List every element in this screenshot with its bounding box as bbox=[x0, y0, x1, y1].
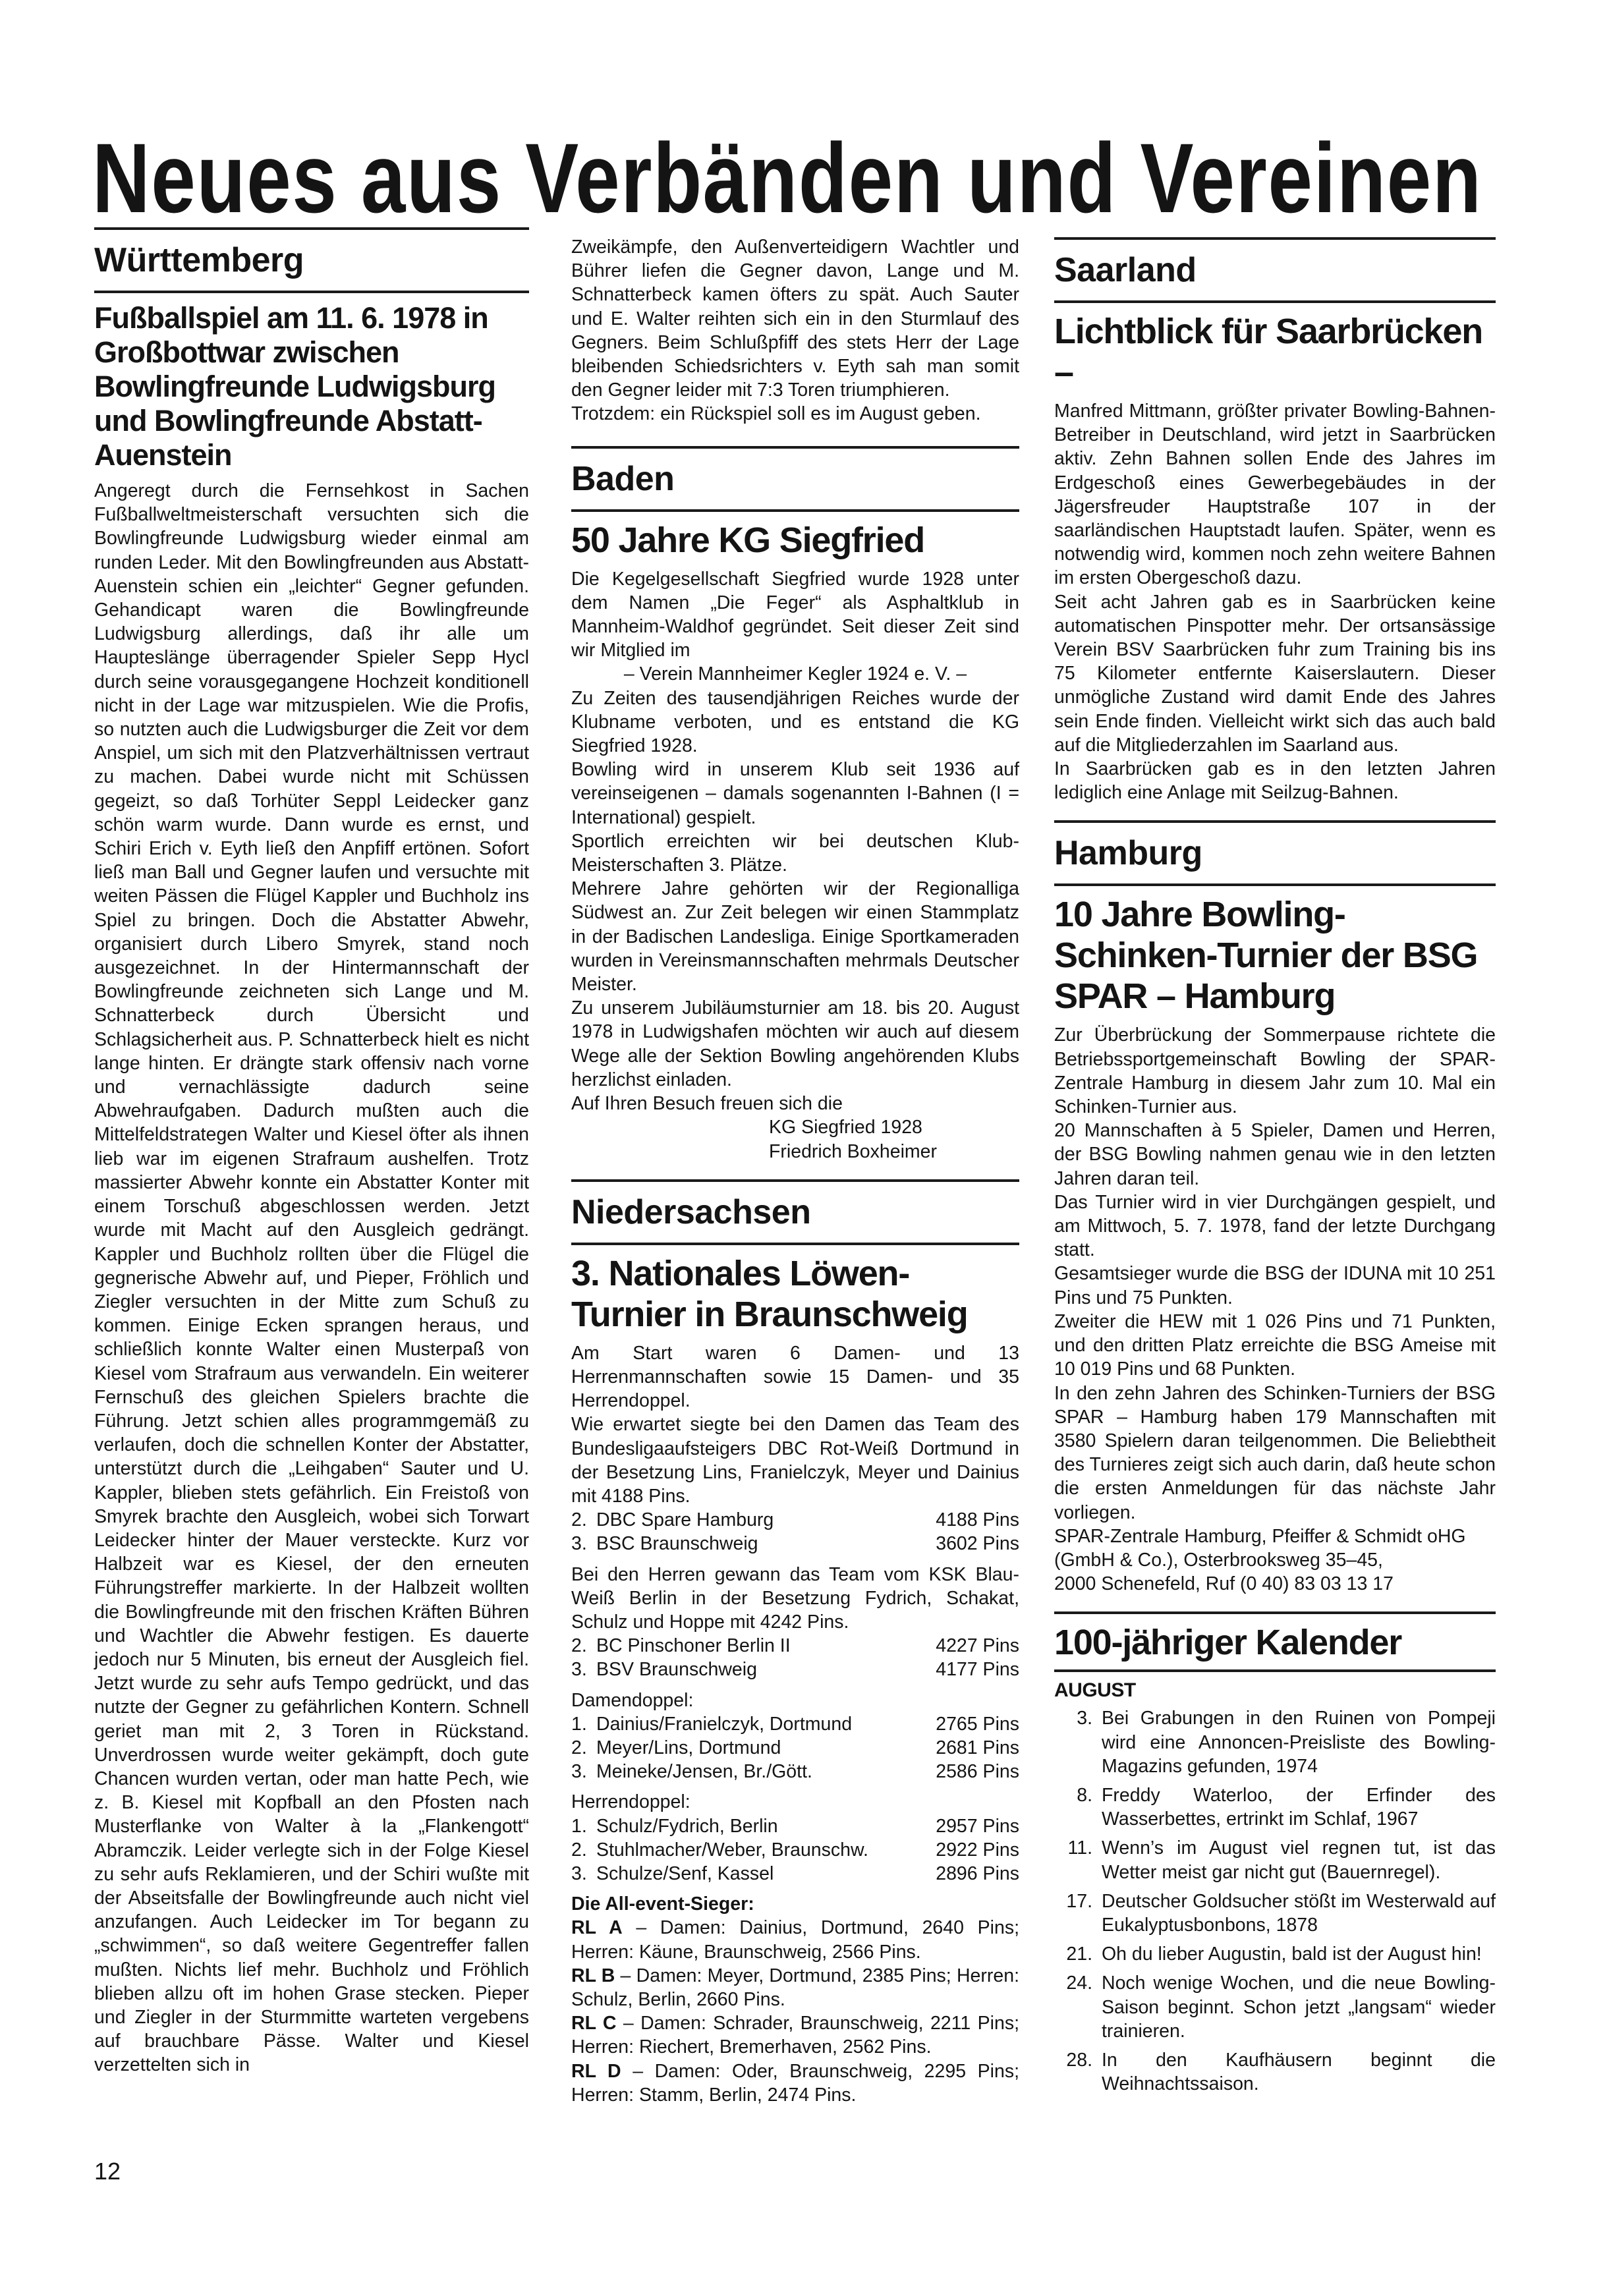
results-herren-teams bbox=[571, 1634, 1019, 1681]
result-row bbox=[571, 1634, 1019, 1658]
address-line: 2000 Schenefeld, Ruf (0 40) 83 03 13 17 bbox=[1054, 1573, 1394, 1595]
calendar-entry bbox=[1054, 1706, 1496, 1778]
result-row bbox=[571, 1532, 1019, 1555]
result-name: BSV Braunschweig bbox=[596, 1659, 757, 1681]
paragraph: Trotzdem: ein Rückspiel soll es im August geben. bbox=[571, 403, 981, 425]
result-name: BC Pinschoner Berlin II bbox=[596, 1635, 791, 1657]
result-rank: 2. bbox=[571, 1839, 587, 1861]
column-1 bbox=[94, 227, 529, 2077]
result-row bbox=[571, 1712, 1019, 1736]
result-pins: 2896 Pins bbox=[936, 1862, 1019, 1884]
result-rank: 2. bbox=[571, 1635, 587, 1657]
allevent-league: RL B bbox=[571, 1965, 615, 1986]
calendar-day: 28. bbox=[1066, 2049, 1092, 2071]
result-name: Meyer/Lins, Dortmund bbox=[596, 1737, 781, 1758]
result-pins: 2681 Pins bbox=[936, 1737, 1019, 1758]
result-rank: 3. bbox=[571, 1659, 587, 1681]
article-body-kg-siegfried bbox=[571, 567, 1019, 1163]
calendar-day: 3. bbox=[1077, 1708, 1092, 1729]
paragraph: Zu Zeiten des tausendjährigen Reiches wurde der Klubname verboten, und es entstand die KG Siegfried 1928. bbox=[571, 687, 1019, 757]
calendar-text: Oh du lieber Augustin, bald ist der August hin! bbox=[1102, 1944, 1482, 1965]
column-3 bbox=[1054, 237, 1496, 2101]
region-heading-wuerttemberg: Württemberg bbox=[94, 241, 304, 279]
calendar-text: Deutscher Goldsucher stößt im Westerwald auf Eukalyptusbonbons, 1878 bbox=[1102, 1890, 1496, 1936]
result-rank: 3. bbox=[571, 1533, 587, 1555]
result-name: Meineke/Jensen, Br./Gött. bbox=[596, 1761, 812, 1783]
column-2 bbox=[571, 227, 1019, 2107]
paragraph: Manfred Mittmann, größter privater Bowling-Bahnen-Betreiber in Deutschland, wird jetzt in Saarbrücken aktiv. Zehn Bahnen sollen Ende des Jahres im Erdgeschoß eines Gewerbegebäudes in der Jägersfreuder Hauptstraße 107 in der saarländischen Hauptstadt laufen. Später, wenn es notwendig wird, kommen noch zehn weitere Bahnen im ersten Obergeschoß dazu. bbox=[1054, 401, 1496, 589]
result-row bbox=[571, 1760, 1019, 1783]
article-headline-kalender: 100-jähriger Kalender bbox=[1054, 1623, 1402, 1663]
result-pins: 4177 Pins bbox=[936, 1659, 1019, 1681]
paragraph: In den zehn Jahren des Schinken-Turniers der BSG SPAR – Hamburg haben 179 Mannschaften mit 3580 Spielern daran teilgenommen. Die Beliebtheit des Turnieres zeigt sich auch darin, daß heute schon die ersten Anmeldungen für das nächste Jahr vorliegen. bbox=[1054, 1382, 1496, 1523]
allevent-entry bbox=[571, 1916, 1019, 1963]
page-number: 12 bbox=[94, 2158, 121, 2185]
paragraph: Angeregt durch die Fernsehkost in Sachen Fußballweltmeisterschaft versuchten sich die Bowlingfreunde Ludwigsburg wieder einmal am runden Leder. Mit den Bowlingfreunden aus Abstatt-Auenstein schien ein „leichter“ Gegner gefunden. Gehandicapt waren die Bowlingfreunde Ludwigsburg allerdings, daß ihr alle um Haupteslänge überragender Spieler Sepp Hycl durch seine vorausgegangene Hochzeit konditionell nicht in der Lage war mitzuspielen. Wie die Profis, so nutzten auch die Ludwigsburger die Zeit vor dem Anspiel, um sich mit den Platzverhältnissen vertraut zu machen. Dabei wurde nicht mit Schüssen gegeizt, so daß Torhüter Seppl Leidecker ganz schön warm wurde. Dann wurde es ernst, und Schiri Erich v. Eyth ließ den Anpfiff ertönen. Sofort ließ man Ball und Gegner laufen und versuchte mit weiten Pässen die Flügel Kappler und Buchholz ins Spiel zu bringen. Doch die Abstatter Abwehr, organisiert durch Libero Smyrek, stand noch ausgezeichnet. In der Hintermannschaft der Bowlingfreunde zeichneten sich Lange und M. Schnatterbeck durch Übersicht und Schlagsicherheit aus. P. Schnatterbeck hielt es nicht lange hinten. Er drängte stark offensiv nach vorne und vernachlässigte dadurch seine Abwehraufgaben. Dadurch mußten auch die Mittelfeldstrategen Walter und Kiesel öfter als ihnen lieb war im eigenen Strafraum aushelfen. Trotz massierter Abwehr konnte ein Abstatter Konter mit einem Torschuß abgeschlossen werden. Jetzt wurde mit Macht auf den Ausgleich gedrängt. Kappler und Buchholz rollten über die Flügel die gegnerische Abwehr auf, und Pieper, Fröhlich und Ziegler versuchten in der Mitte zum Schuß zu kommen. Einige Ecken sprangen heraus, und schließlich konnte Walter einen Musterpaß von Kiesel vom Strafraum aus verwandeln. Ein weiterer Fernschuß des gleichen Spielers brachte die Führung. Jetzt schien alles programmgemäß zu verlaufen, doch die schnellen Konter der Abstatter, unterstützt durch die „Leihgaben“ Sauter und U. Kappler, blieben stets gefährlich. Ein Freistoß von Smyrek brachte den Ausgleich, wobei sich Torwart Leidecker hinter der Mauer versteckte. Kurz vor Halbzeit war es Kiesel, der den erneuten Führungstreffer markierte. In der Halbzeit wollten die Bowlingfreunde mit den frischen Kräften Bühren und Wachtler die Abwehr festigen. Es dauerte jedoch nur 5 Minuten, bis erneut der Ausgleich fiel. Jetzt wurde zu sehr aufs Tempo gedrückt, und das nutzte der Gegner zu gefährlichen Kontern. Schnell geriet man mit 2, 3 Toren in Rückstand. Unverdrossen wurde weiter gekämpft, doch gute Chancen wurden vertan, oder man hatte Pech, wie z. B. Kiesel mit Kopfball an den Pfosten nach Musterflanke von Walter à la „Flankengott“ Abramczik. Leider verlegte sich in der Folge Kiesel zu sehr aufs Reklamieren, und der Schiri wußte mit der Abseitsfalle der Bowlingfreunde auch nicht viel anzufangen. Auch Leidecker im Tor begann zu „schwimmen“, so daß weitere Gegentreffer fallen mußten. Nichts lief mehr. Buchholz und Fröhlich blieben allzu oft im hohen Grase stecken. Pieper und Ziegler in der Sturmmitte warteten vergebens auf brauchbare Pässe. Walter und Kiesel verzettelten sich in bbox=[94, 480, 529, 2076]
paragraph: Mehrere Jahre gehörten wir der Regionalliga Südwest an. Zur Zeit belegen wir einen Stammplatz in der Badischen Landesliga. Einige Sportkameraden wurden in Vereinsmannschaften mehrmals Deutscher Meister. bbox=[571, 878, 1019, 995]
allevent-text: – Damen: Oder, Braunschweig, 2295 Pins; Herren: Stamm, Berlin, 2474 Pins. bbox=[571, 2060, 1020, 2106]
result-rank: 1. bbox=[571, 1815, 587, 1837]
results-label-damendoppel: Damendoppel: bbox=[571, 1689, 694, 1711]
article-body-saarbruecken bbox=[1054, 399, 1496, 804]
paragraph: 20 Mannschaften à 5 Spieler, Damen und Herren, der BSG Bowling nahmen genau wie in den letzten Jahren daran teil. bbox=[1054, 1120, 1496, 1189]
calendar-text: Bei Grabungen in den Ruinen von Pompeji wird eine Annoncen-Preisliste des Bowling-Magazins gefunden, 1974 bbox=[1102, 1708, 1496, 1777]
result-rank: 3. bbox=[571, 1761, 587, 1783]
signature-club: KG Siegfried 1928 bbox=[769, 1117, 922, 1138]
result-row bbox=[571, 1814, 1019, 1838]
calendar-day: 24. bbox=[1066, 1973, 1092, 1994]
paragraph: In Saarbrücken gab es in den letzten Jahren lediglich eine Anlage mit Seilzug-Bahnen. bbox=[1054, 758, 1496, 804]
result-name: Dainius/Franielczyk, Dortmund bbox=[596, 1713, 853, 1735]
result-name: BSC Braunschweig bbox=[596, 1533, 758, 1555]
calendar-entry bbox=[1054, 1890, 1496, 1937]
results-label-allevent: Die All-event-Sieger: bbox=[571, 1893, 754, 1915]
result-rank: 1. bbox=[571, 1713, 587, 1735]
calendar-day: 8. bbox=[1077, 1784, 1092, 1806]
result-rank: 3. bbox=[571, 1862, 587, 1884]
result-pins: 2765 Pins bbox=[936, 1713, 1019, 1735]
paragraph: Auf Ihren Besuch freuen sich die bbox=[571, 1093, 843, 1115]
article-body-schinken-turnier bbox=[1054, 1023, 1496, 1596]
calendar-entry bbox=[1054, 1942, 1496, 1966]
calendar-day: 17. bbox=[1066, 1890, 1092, 1912]
paragraph: Zweikämpfe, den Außenverteidigern Wachtler und Bührer liefen die Gegner davon, Lange und M. Schnatterbeck kamen öfters zu spät. Auch Sauter und E. Walter reihten sich ein in den Sturmlauf des Gegners. Beim Schlußpfiff des stets Herr der Lage bleibenden Schiedsrichters v. Eyth sah man somit den Gegner leider mit 7:3 Toren triumphieren. bbox=[571, 237, 1019, 401]
result-pins: 2922 Pins bbox=[936, 1839, 1019, 1861]
allevent-league: RL C bbox=[571, 2013, 617, 2034]
divider bbox=[571, 509, 1019, 512]
article-headline-kg-siegfried: 50 Jahre KG Siegfried bbox=[571, 520, 925, 560]
page-title: Neues aus Verbänden und Vereinen bbox=[92, 123, 1482, 233]
article-headline-loewen-turnier: 3. Nationales Löwen-Turnier in Braunschweig bbox=[571, 1253, 968, 1334]
paragraph: Zur Überbrückung der Sommerpause richtete die Betriebssportgemeinschaft Bowling der SPAR-Zentrale Hamburg in diesem Jahr zum 10. Mal ein Schinken-Turnier aus. bbox=[1054, 1024, 1496, 1118]
signature-author: Friedrich Boxheimer bbox=[769, 1140, 937, 1162]
result-name: Schulze/Senf, Kassel bbox=[596, 1862, 774, 1884]
paragraph: Die Kegelgesellschaft Siegfried wurde 1928 unter dem Namen „Die Feger“ als Asphaltklub in Mannheim-Waldhof gegründet. Seit dieser Zeit sind wir Mitglied im bbox=[571, 568, 1019, 661]
divider bbox=[1054, 820, 1496, 823]
paragraph: Das Turnier wird in vier Durchgängen gespielt, und am Mittwoch, 5. 7. 1978, fand der letzte Durchgang statt. bbox=[1054, 1191, 1496, 1261]
result-pins: 4188 Pins bbox=[936, 1509, 1019, 1531]
result-row bbox=[571, 1658, 1019, 1681]
region-heading-hamburg: Hamburg bbox=[1054, 834, 1202, 873]
result-name: Schulz/Fydrich, Berlin bbox=[596, 1815, 778, 1837]
paragraph: Zu unserem Jubiläumsturnier am 18. bis 20. August 1978 in Ludwigshafen möchten wir auch auf diesem Wege alle der Sektion Bowling angehörenden Klubs herzlichst einladen. bbox=[571, 997, 1019, 1090]
article-headline-saarbruecken: Lichtblick für Saarbrücken – bbox=[1054, 312, 1482, 392]
result-row bbox=[571, 1838, 1019, 1862]
paragraph: Sportlich erreichten wir bei deutschen Klub-Meisterschaften 3. Plätze. bbox=[571, 830, 1019, 876]
paragraph: Bowling wird in unserem Klub seit 1936 auf vereinseigenen – damals sogenannten I-Bahnen (I = International) gespielt. bbox=[571, 759, 1019, 828]
calendar-month: AUGUST bbox=[1054, 1679, 1136, 1702]
paragraph: – Verein Mannheimer Kegler 1924 e. V. – bbox=[623, 663, 967, 685]
allevent-entry bbox=[571, 2011, 1019, 2059]
result-pins: 2957 Pins bbox=[936, 1815, 1019, 1837]
divider bbox=[94, 291, 529, 293]
article-headline-schinken-turnier: 10 Jahre Bowling-Schinken-Turnier der BSG SPAR – Hamburg bbox=[1054, 895, 1478, 1017]
article-body-loewen-turnier bbox=[571, 1341, 1019, 2107]
article-body-fussballspiel bbox=[94, 479, 529, 2077]
calendar-day: 21. bbox=[1066, 1944, 1092, 1965]
allevent-text: – Damen: Dainius, Dortmund, 2640 Pins; Herren: Käune, Braunschweig, 2566 Pins. bbox=[571, 1917, 1019, 1963]
address-line: SPAR-Zentrale Hamburg, Pfeiffer & Schmidt oHG bbox=[1054, 1525, 1466, 1547]
region-heading-baden: Baden bbox=[571, 459, 675, 498]
divider bbox=[571, 1179, 1019, 1182]
paragraph: Zweiter die HEW mit 1 026 Pins und 71 Punkten, und den dritten Platz erreichte die BSG Ameise mit 10 019 Pins und 68 Punkten. bbox=[1054, 1310, 1496, 1380]
paragraph: Seit acht Jahren gab es in Saarbrücken keine automatischen Pinspotter mehr. Der ortsansässige Verein BSV Saarbrücken fuhr zum Training bis ins 75 Kilometer entfernte Kaiserslautern. Dieser unmögliche Zustand wird damit Ende des Jahres sein Ende finden. Vielleicht wirkt sich das auch bald auf die Mitgliederzahlen im Saarland aus. bbox=[1054, 591, 1496, 756]
calendar-list bbox=[1054, 1706, 1496, 2096]
allevent-text: – Damen: Meyer, Dortmund, 2385 Pins; Herren: Schulz, Berlin, 2660 Pins. bbox=[571, 1965, 1019, 2010]
region-heading-niedersachsen: Niedersachsen bbox=[571, 1192, 811, 1231]
paragraph: Wie erwartet siegte bei den Damen das Team des Bundesligaaufsteigers DBC Rot-Weiß Dortmund in der Besetzung Lins, Franielczyk, Meyer und Dainius mit 4188 Pins. bbox=[571, 1414, 1019, 1507]
result-name: Stuhlmacher/Weber, Braunschw. bbox=[596, 1839, 868, 1861]
results-label-herrendoppel: Herrendoppel: bbox=[571, 1791, 691, 1813]
calendar-text: Wenn’s im August viel regnen tut, ist das Wetter meist gar nicht gut (Bauernregel). bbox=[1102, 1837, 1496, 1883]
calendar-entry bbox=[1054, 1783, 1496, 1831]
calendar-text: Noch wenige Wochen, und die neue Bowling-Saison beginnt. Schon jetzt „langsam“ wieder trainieren. bbox=[1102, 1973, 1496, 2042]
result-row bbox=[571, 1862, 1019, 1886]
allevent-league: RL D bbox=[571, 2060, 621, 2082]
result-rank: 2. bbox=[571, 1737, 587, 1758]
allevent-entry bbox=[571, 2059, 1019, 2107]
result-row bbox=[571, 1736, 1019, 1760]
paragraph: Am Start waren 6 Damen- und 13 Herrenmannschaften sowie 15 Damen- und 35 Herrendoppel. bbox=[571, 1342, 1019, 1412]
paragraph: Bei den Herren gewann das Team vom KSK Blau-Weiß Berlin in der Besetzung Fydrich, Schakat, Schulz und Hoppe mit 4242 Pins. bbox=[571, 1563, 1019, 1633]
address-line: (GmbH & Co.), Osterbrooksweg 35–45, bbox=[1054, 1549, 1383, 1571]
results-damendoppel bbox=[571, 1712, 1019, 1784]
divider bbox=[571, 1243, 1019, 1245]
divider bbox=[94, 227, 529, 230]
paragraph: Gesamtsieger wurde die BSG der IDUNA mit 10 251 Pins und 75 Punkten. bbox=[1054, 1263, 1496, 1308]
calendar-text: In den Kaufhäusern beginnt die Weihnachtssaison. bbox=[1102, 2049, 1496, 2095]
divider bbox=[1054, 237, 1496, 240]
result-pins: 3602 Pins bbox=[936, 1533, 1019, 1555]
divider bbox=[1054, 1669, 1496, 1672]
result-row bbox=[571, 1508, 1019, 1532]
result-rank: 2. bbox=[571, 1509, 587, 1531]
result-name: DBC Spare Hamburg bbox=[596, 1509, 774, 1531]
results-damen-teams bbox=[571, 1508, 1019, 1555]
calendar-day: 11. bbox=[1067, 1837, 1092, 1859]
calendar-entry bbox=[1054, 1836, 1496, 1884]
divider bbox=[1054, 1611, 1496, 1614]
divider bbox=[1054, 883, 1496, 886]
result-pins: 4227 Pins bbox=[936, 1635, 1019, 1657]
article-body-fussballspiel-continued bbox=[571, 235, 1019, 426]
calendar-text: Freddy Waterloo, der Erfinder des Wasserbettes, ertrinkt im Schlaf, 1967 bbox=[1102, 1784, 1496, 1830]
divider bbox=[1054, 300, 1496, 303]
article-headline-fussballspiel: Fußballspiel am 11. 6. 1978 in Großbottwar zwischen Bowlingfreunde Ludwigsburg und Bowlingfreunde Abstatt-Auenstein bbox=[94, 301, 495, 472]
allevent-league: RL A bbox=[571, 1917, 623, 1939]
region-heading-saarland: Saarland bbox=[1054, 251, 1197, 289]
calendar-entry bbox=[1054, 2048, 1496, 2096]
result-pins: 2586 Pins bbox=[936, 1761, 1019, 1783]
divider bbox=[571, 446, 1019, 449]
results-herrendoppel bbox=[571, 1814, 1019, 1886]
allevent-entry bbox=[571, 1964, 1019, 2011]
allevent-text: – Damen: Schrader, Braunschweig, 2211 Pins; Herren: Riechert, Bremerhaven, 2562 Pins. bbox=[571, 2013, 1019, 2058]
calendar-entry bbox=[1054, 1971, 1496, 2043]
